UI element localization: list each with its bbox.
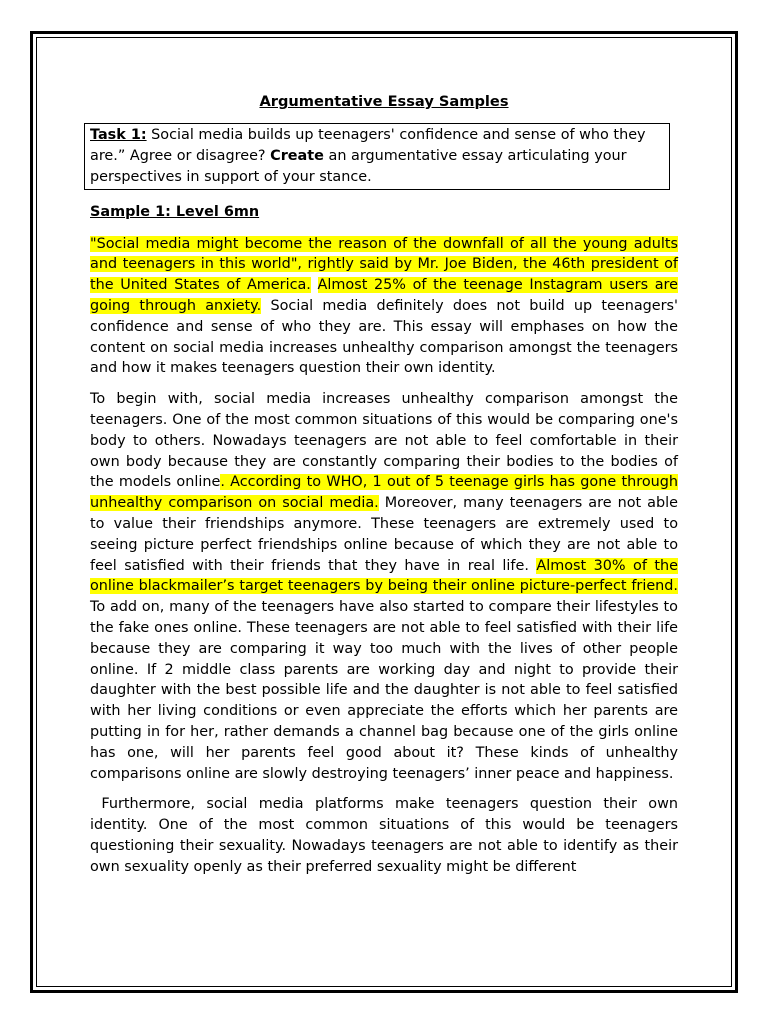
- paragraph-text: Social media definitely does not build up teenagers' confidence and sense of who they are. This essay will emphases on how the content on social media increases unhealthy comparison amongst the teenagers and how it makes teenagers question their own identity.: [90, 297, 678, 377]
- task-keyword: Create: [270, 147, 324, 164]
- highlighted-text: Almost 30% of the online blackmailer’s target teenagers by being their online picture-perfect friend.: [90, 557, 678, 595]
- highlighted-text: Almost 25% of the teenage Instagram users are going through anxiety.: [90, 277, 679, 314]
- essay-paragraph-body-2: [90, 794, 678, 877]
- document-title: Argumentative Essay Samples: [259, 93, 509, 110]
- highlighted-text: "Social media might become the reason of the downfall of all the young adults and teenagers in this world", rightly said by Mr. Joe Biden, the 46th president of the United States of America.: [90, 235, 678, 294]
- sample-heading: Sample 1: Level 6mn: [90, 203, 260, 220]
- task-text-part-2: an argumentative essay articulating your perspectives in support of your stance.: [90, 147, 627, 185]
- paragraph-text: [311, 277, 318, 293]
- essay-paragraph-body-1: [90, 389, 678, 784]
- paragraph-text: To add on, many of the teenagers have also started to compare their lifestyles to the fake ones online. These teenagers are not able to feel satisfied with their life because they are comparing it way too much with the lives of other people online. If 2 middle class parents are working day and night to provide their daughter with the best possible life and the daughter is not able to feel satisfied with her living conditions or even appreciate the efforts which her parents are putting in for her, rather demands a channel bag because one of the girls online has one, will her parents feel good about it? These kinds of unhealthy comparisons online are slowly destroying teenagers’ inner peace and happiness.: [90, 599, 678, 782]
- highlighted-text: . According to WHO, 1 out of 5 teenage girls has gone through unhealthy comparison on social media.: [90, 474, 679, 512]
- paragraph-text: To begin with, social media increases unhealthy comparison amongst the teenagers. One of the most common situations of this would be comparing one's body to others. Nowadays teenagers are not able to feel comfortable in their own body because they are constantly comparing their bodies to the bodies of the models online: [90, 391, 678, 491]
- paragraph-text: Moreover, many teenagers are not able to value their friendships anymore. These teenagers are extremely used to seeing picture perfect friendships online because of which they are not able to feel satisfied with their friends that they have in real life.: [90, 495, 678, 574]
- task-text-part-1: Social media builds up teenagers' confidence and sense of who they are.” Agree or disagree?: [90, 126, 646, 164]
- task-label: Task 1:: [90, 126, 147, 143]
- task-box: [84, 123, 670, 190]
- paragraph-text: Furthermore, social media platforms make teenagers question their own identity. One of the most common situations of this would be teenagers questioning their sexuality. Nowadays teenagers are not able to identify as their own sexuality openly as their preferred sexuality might be different: [90, 796, 678, 875]
- document-body: [90, 92, 678, 888]
- essay-paragraph-intro: [90, 234, 678, 380]
